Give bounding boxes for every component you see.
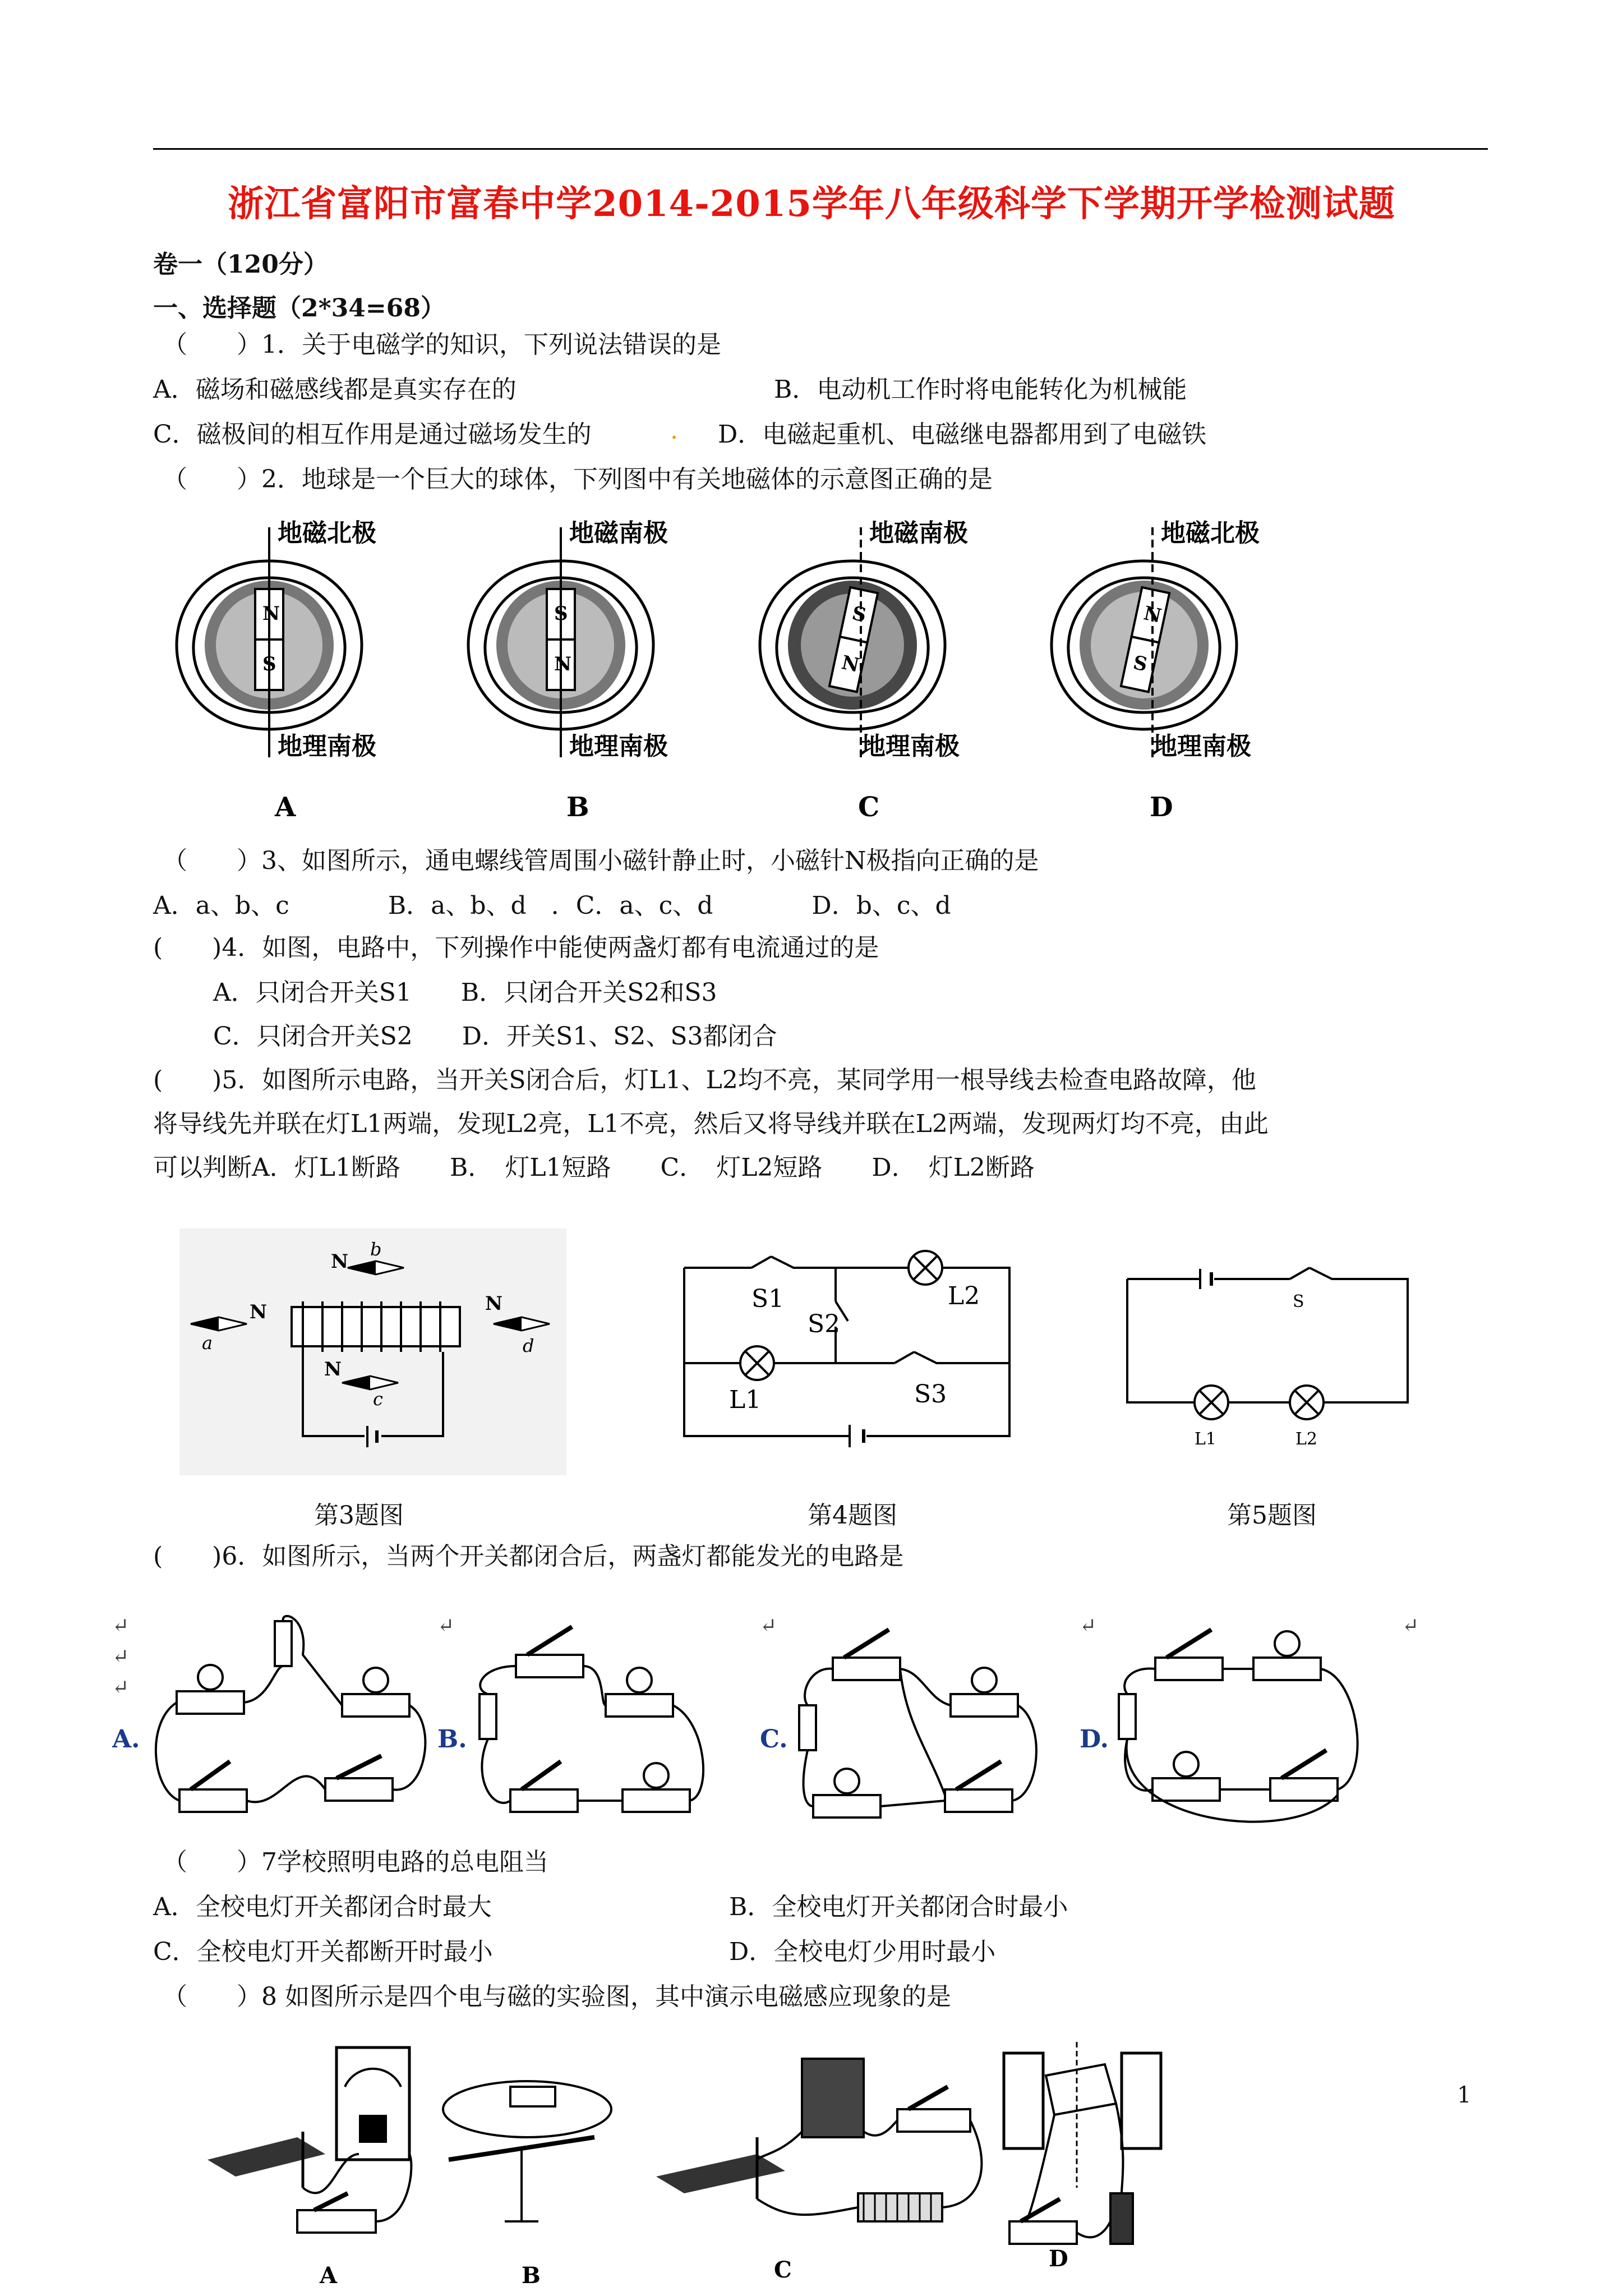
q5-line2: 将导线先并联在灯L1两端，发现L2亮，L1不亮，然后又将导线并联在L2两端，发现两灯均不亮，由此 [153,1110,1269,1138]
fig3-label-a: a [202,1332,213,1354]
fig3-n-bottom: N [324,1358,342,1381]
fig-b-bottom-label: 地理南极 [569,732,668,761]
q8-stem: （ ）8 如图所示是四个电与磁的实验图，其中演示电磁感应现象的是 [163,1982,951,2011]
svg-text:↵: ↵ [437,1614,455,1637]
fig3-solenoid [179,1228,566,1475]
fig-c-magnet-bottom: N [840,651,861,677]
fig4-l2: L2 [948,1282,980,1310]
fig-c-letter: C [858,792,880,823]
q4-options-line1: A．只闭合开关S1 B．只闭合开关S2和S3 [213,978,717,1007]
q5-line1: ( )5．如图所示电路，当开关S闭合后，灯L1、L2均不亮，某同学用一根导线去检查电路故障，他 [153,1066,1256,1094]
fig3-label-b: b [370,1239,382,1260]
q8-letter-c: C [774,2257,792,2283]
caption-fig3: 第3题图 [314,1501,404,1530]
q3-options: A．a、b、c B．a、b、d ．C．a、c、d D．b、c、d [153,891,951,920]
q6-circuit-a [112,1616,425,1812]
fig-c-magnet-top: S [850,602,869,627]
q8-figure-c [656,2059,981,2283]
svg-text:↵: ↵ [112,1614,130,1637]
q7-option-a: A．全校电灯开关都闭合时最大 [153,1893,492,1921]
q7-option-d: D．全校电灯少用时最小 [729,1938,996,1966]
q5-line3: 可以判断A．灯L1断路 B． 灯L1短路 C． 灯L2短路 D． 灯L2断路 [153,1153,1035,1182]
earth-figure-d [1052,519,1260,823]
q8-figure-b [443,2081,611,2289]
fig-c-bottom-label: 地理南极 [861,732,960,761]
fig-d-magnet-top: N [1141,602,1164,628]
fig-b-letter: B [566,792,589,823]
q1-option-b: B．电动机工作时将电能转化为机械能 [774,375,1187,404]
q6-letter-d: D. [1080,1725,1109,1754]
fig5-l2: L2 [1295,1429,1318,1449]
fig3-label-c: c [373,1388,383,1410]
svg-text:↵: ↵ [760,1614,777,1637]
caption-fig5: 第5题图 [1227,1501,1317,1530]
earth-figure-b [468,519,668,823]
q7-option-c: C．全校电灯开关都断开时最小 [153,1938,493,1966]
earth-figure-a [177,519,376,823]
q4-options-line2: C．只闭合开关S2 D．开关S1、S2、S3都闭合 [213,1022,777,1051]
q2-stem: （ ）2．地球是一个巨大的球体，下列图中有关地磁体的示意图正确的是 [163,465,993,494]
fig4-s2: S2 [808,1310,841,1338]
fig-a-top-label: 地磁北极 [278,519,376,547]
fig-d-magnet-bottom: S [1131,651,1150,677]
fig3-n-right: N [485,1292,503,1315]
fig-b-magnet-top: S [554,602,568,625]
fig4-s3: S3 [914,1380,947,1409]
q8-figure-d [1004,2042,1161,2272]
fig-d-top-label: 地磁北极 [1161,519,1260,547]
fig-d-bottom-label: 地理南极 [1152,732,1251,761]
q8-figure-a [208,2047,411,2289]
fig4-s1: S1 [751,1285,785,1313]
fig5-l1: L1 [1195,1429,1217,1449]
fig4-circuit [673,1234,1021,1470]
q6-letter-a: A. [112,1725,140,1754]
q6-circuit-d [1080,1630,1358,1822]
q8-letter-b: B [522,2262,541,2289]
page-title: 浙江省富阳市富春中学2014-2015学年八年级科学下学期开学检测试题 [228,183,1395,225]
svg-text:↵: ↵ [1402,1614,1419,1637]
q7-stem: （ ）7学校照明电路的总电阻当 [163,1848,548,1876]
svg-text:↵: ↵ [112,1676,130,1699]
fig-a-magnet-bottom: S [262,653,276,675]
q8-experiment-figures [196,2042,1486,2289]
fig-d-letter: D [1150,792,1173,823]
q1-stem: （ ）1．关于电磁学的知识，下列说法错误的是 [163,330,721,359]
q7-option-b: B．全校电灯开关都闭合时最小 [729,1893,1068,1921]
earth-figure-c [760,519,968,823]
page-number: 1 [1457,2082,1472,2108]
fig3-n-left: N [250,1301,268,1323]
fig-c-top-label: 地磁南极 [869,519,968,547]
fig4-l1: L1 [729,1386,762,1414]
svg-text:↵: ↵ [1080,1614,1097,1637]
q6-circuit-c [760,1630,1036,1818]
q1-option-d: D．电磁起重机、电磁继电器都用到了电磁铁 [718,420,1207,449]
q6-letter-b: B. [437,1725,467,1754]
fig3-n-top: N [331,1250,349,1273]
q8-letter-a: A [320,2262,338,2289]
q6-circuit-figures [112,1610,1458,1846]
section-part-one: 卷一（120分） [153,250,328,279]
q3-stem: （ ）3、如图所示，通电螺线管周围小磁针静止时，小磁针N极指向正确的是 [163,846,1039,875]
stray-dot: . [670,416,678,445]
q8-letter-d: D [1049,2246,1068,2272]
fig5-s: S [1293,1292,1304,1312]
fig-a-magnet-top: N [262,602,280,625]
fig3-label-d: d [523,1335,534,1356]
section-choice: 一、选择题（2*34=68） [153,294,445,323]
fig-a-bottom-label: 地理南极 [278,732,376,761]
fig-b-top-label: 地磁南极 [569,519,668,547]
q6-letter-c: C. [760,1725,788,1754]
q6-stem: ( )6．如图所示，当两个开关都闭合后，两盏灯都能发光的电路是 [153,1542,904,1571]
q4-stem: ( )4．如图，电路中，下列操作中能使两盏灯都有电流通过的是 [153,933,879,962]
q1-option-a: A．磁场和磁感线都是真实存在的 [153,375,517,404]
q6-circuit-b [437,1627,703,1812]
fig-a-letter: A [275,792,296,823]
fig-b-magnet-bottom: N [554,653,572,675]
caption-fig4: 第4题图 [808,1501,897,1530]
fig5-circuit [1122,1262,1419,1453]
header-rule [153,148,1488,150]
q1-option-c: C．磁极间的相互作用是通过磁场发生的 [153,420,592,449]
q2-earth-figures [151,516,1357,830]
svg-text:↵: ↵ [112,1645,130,1668]
